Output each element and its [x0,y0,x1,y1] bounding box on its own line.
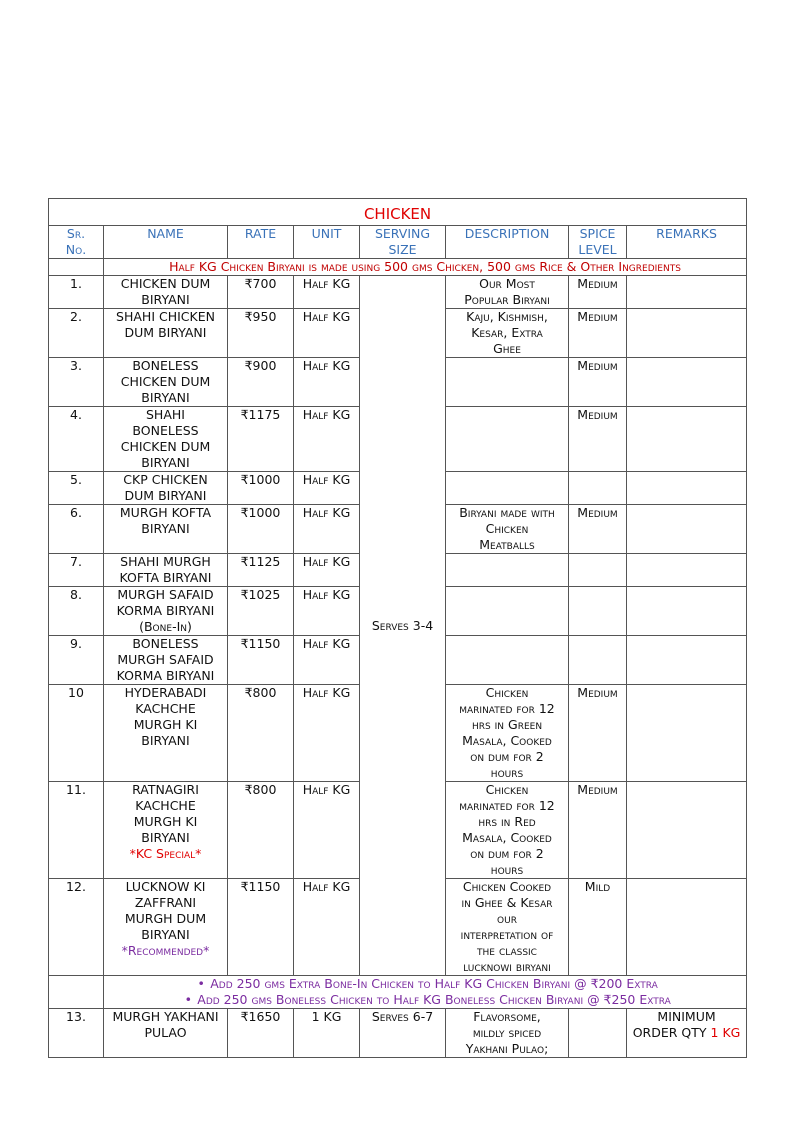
item-sr: 4. [49,407,104,472]
header-sr: Sr. No. [49,226,104,259]
item-name: RATNAGIRI KACHCHE MURGH KI BIRYANI *KC Special* [104,782,228,879]
item-tag: *Recommended* [121,943,210,958]
chicken-menu-table [48,198,747,1058]
item-sr: 11. [49,782,104,879]
item-name: CHICKEN DUM BIRYANI [104,276,228,309]
item-name: LUCKNOW KI ZAFFRANI MURGH DUM BIRYANI *Recommended* [104,879,228,976]
item-remarks [627,587,747,636]
bullet-icon: • [197,976,205,991]
item-sr: 5. [49,472,104,505]
item-description: Kaju, Kishmish, Kesar, Extra Ghee [446,309,569,358]
item-description: Flavorsome, mildly spiced Yakhani Pulao; [446,1009,569,1058]
item-unit: Half KG [294,636,360,685]
item-tag: *KC Special* [129,846,202,861]
half-kg-note: Half KG Chicken Biryani is made using 500 gms Chicken, 500 gms Rice & Other Ingredients [104,259,747,276]
item-unit: Half KG [294,782,360,879]
item-sr: 2. [49,309,104,358]
item-remarks [627,309,747,358]
item-name: BONELESS MURGH SAFAID KORMA BIRYANI [104,636,228,685]
item-name: SHAHI BONELESS CHICKEN DUM BIRYANI [104,407,228,472]
item-rate: ₹1025 [228,587,294,636]
item-name: MURGH SAFAID KORMA BIRYANI (Bone-In) [104,587,228,636]
item-description [446,554,569,587]
item-name: SHAHI MURGH KOFTA BIRYANI [104,554,228,587]
minimum-qty: 1 KG [710,1025,741,1040]
header-rate: RATE [228,226,294,259]
item-sr: 10 [49,685,104,782]
item-name: BONELESS CHICKEN DUM BIRYANI [104,358,228,407]
item-remarks [627,358,747,407]
item-rate: ₹1150 [228,879,294,976]
item-name: MURGH KOFTA BIRYANI [104,505,228,554]
item-description: Biryani made with Chicken Meatballs [446,505,569,554]
header-remarks: REMARKS [627,226,747,259]
item-rate: ₹1000 [228,472,294,505]
section-title: CHICKEN [49,199,747,226]
extras-row [49,976,747,1009]
item-spice-level [569,554,627,587]
extra-item: Add 250 gms Extra Bone-In Chicken to Half KG Chicken Biryani @ ₹200 Extra [210,976,658,991]
item-description [446,636,569,685]
item-sr: 9. [49,636,104,685]
item-name: HYDERABADI KACHCHE MURGH KI BIRYANI [104,685,228,782]
item-sr: 12. [49,879,104,976]
table-row [49,1009,747,1058]
item-remarks [627,879,747,976]
header-serving: SERVING SIZE [360,226,446,259]
item-rate: ₹700 [228,276,294,309]
item-rate: ₹800 [228,782,294,879]
item-sr: 1. [49,276,104,309]
item-serving-size: Serves 6-7 [360,1009,446,1058]
header-unit: UNIT [294,226,360,259]
item-spice-level [569,1009,627,1058]
item-spice-level: Medium [569,276,627,309]
item-rate: ₹1150 [228,636,294,685]
item-name: CKP CHICKEN DUM BIRYANI [104,472,228,505]
item-unit: Half KG [294,407,360,472]
item-unit: Half KG [294,505,360,554]
item-description: Chicken Cooked in Ghee & Kesar our interpretation of the classic lucknowi biryani [446,879,569,976]
item-rate: ₹900 [228,358,294,407]
item-spice-level: Medium [569,685,627,782]
item-sr: 6. [49,505,104,554]
item-remarks [627,276,747,309]
item-description: Chicken marinated for 12 hrs in Red Masala, Cooked on dum for 2 hours [446,782,569,879]
item-unit: Half KG [294,554,360,587]
item-description [446,358,569,407]
item-unit: Half KG [294,879,360,976]
item-spice-level: Medium [569,358,627,407]
header-row [49,226,747,259]
item-unit: Half KG [294,309,360,358]
header-description: DESCRIPTION [446,226,569,259]
item-remarks [627,636,747,685]
item-spice-level: Medium [569,309,627,358]
item-rate: ₹1175 [228,407,294,472]
item-sr: 7. [49,554,104,587]
item-unit: 1 KG [294,1009,360,1058]
item-description [446,587,569,636]
item-spice-level [569,587,627,636]
item-remarks [627,472,747,505]
item-spice-level [569,636,627,685]
header-spice: SPICE LEVEL [569,226,627,259]
item-sr: 8. [49,587,104,636]
item-unit: Half KG [294,685,360,782]
item-remarks [627,407,747,472]
item-spice-level: Medium [569,782,627,879]
extras-list [104,976,747,1009]
item-unit: Half KG [294,472,360,505]
item-remarks [627,505,747,554]
extra-item: Add 250 gms Boneless Chicken to Half KG Boneless Chicken Biryani @ ₹250 Extra [197,992,671,1007]
item-remarks [627,782,747,879]
item-rate: ₹1650 [228,1009,294,1058]
bullet-icon: • [184,992,192,1007]
item-remarks [627,685,747,782]
item-description [446,472,569,505]
item-name: MURGH YAKHANI PULAO [104,1009,228,1058]
item-unit: Half KG [294,587,360,636]
item-remarks [627,554,747,587]
item-rate: ₹800 [228,685,294,782]
item-sr: 13. [49,1009,104,1058]
item-description: Chicken marinated for 12 hrs in Green Masala, Cooked on dum for 2 hours [446,685,569,782]
item-description: Our Most Popular Biryani [446,276,569,309]
item-name: SHAHI CHICKEN DUM BIRYANI [104,309,228,358]
item-spice-level: Medium [569,505,627,554]
item-description [446,407,569,472]
item-spice-level [569,472,627,505]
item-rate: ₹950 [228,309,294,358]
serving-size-group: Serves 3-4 [360,276,446,976]
item-spice-level: Medium [569,407,627,472]
item-unit: Half KG [294,358,360,407]
item-sr: 3. [49,358,104,407]
item-unit: Half KG [294,276,360,309]
table-row [49,276,747,309]
item-rate: ₹1125 [228,554,294,587]
item-remarks: MINIMUM ORDER QTY 1 KG [627,1009,747,1058]
item-rate: ₹1000 [228,505,294,554]
item-spice-level: Mild [569,879,627,976]
header-name: NAME [104,226,228,259]
